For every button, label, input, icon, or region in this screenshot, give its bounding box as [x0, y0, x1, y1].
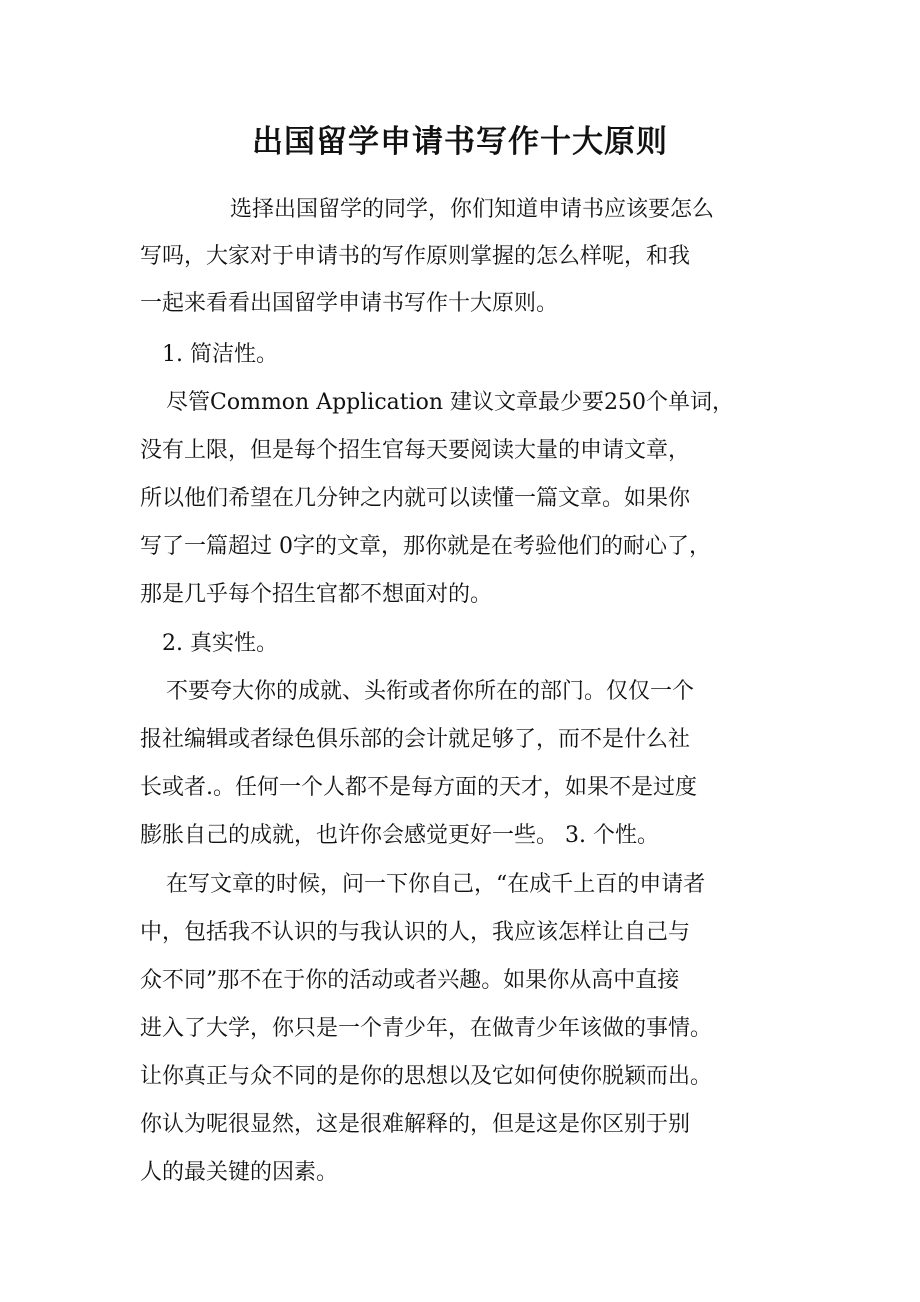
paragraph-line: 长或者.。任何一个人都不是每方面的天才，如果不是过度 [140, 775, 697, 800]
paragraph-line: 写了一篇超过 0字的文章，那你就是在考验他们的耐心了， [140, 534, 711, 559]
paragraph-line: 尽管Common Application 建议文章最少要250个单词， [166, 390, 735, 415]
paragraph-line: 没有上限，但是每个招生官每天要阅读大量的申请文章， [140, 438, 691, 463]
paragraph-line: 在写文章的时候，问一下你自己，“在成千上百的申请者 [166, 872, 706, 897]
paragraph-line: 让你真正与众不同的是你的思想以及它如何使你脱颖而出。 [140, 1064, 713, 1089]
paragraph-line: 人的最关键的因素。 [140, 1160, 339, 1185]
paragraph-line: 众不同”那不在于你的活动或者兴趣。如果你从高中直接 [140, 968, 680, 993]
paragraph-line: 中，包括我不认识的与我认识的人，我应该怎样让自己与 [140, 920, 691, 945]
paragraph-line: 你认为呢很显然，这是很难解释的，但是这是你区别于别 [140, 1112, 691, 1137]
section-heading: 2. 真实性。 [162, 631, 278, 656]
document-title: 出国留学申请书写作十大原则 [252, 124, 668, 160]
paragraph-line: 所以他们希望在几分钟之内就可以读懂一篇文章。如果你 [140, 486, 691, 511]
paragraph-line: 写吗，大家对于申请书的写作原则掌握的怎么样呢，和我 [140, 244, 691, 269]
section-heading: 1. 简洁性。 [162, 342, 278, 367]
paragraph-line: 报社编辑或者绿色俱乐部的会计就足够了，而不是什么社 [140, 727, 691, 752]
paragraph-line: 选择出国留学的同学，你们知道申请书应该要怎么 [230, 197, 715, 222]
paragraph-line: 膨胀自己的成就，也许你会感觉更好一些。 3. 个性。 [140, 823, 659, 848]
paragraph-line: 一起来看看出国留学申请书写作十大原则。 [140, 291, 559, 316]
paragraph-line: 进入了大学，你只是一个青少年，在做青少年该做的事情。 [140, 1016, 713, 1041]
paragraph-line: 不要夸大你的成就、头衔或者你所在的部门。仅仅一个 [166, 679, 695, 704]
paragraph-line: 那是几乎每个招生官都不想面对的。 [140, 582, 493, 607]
